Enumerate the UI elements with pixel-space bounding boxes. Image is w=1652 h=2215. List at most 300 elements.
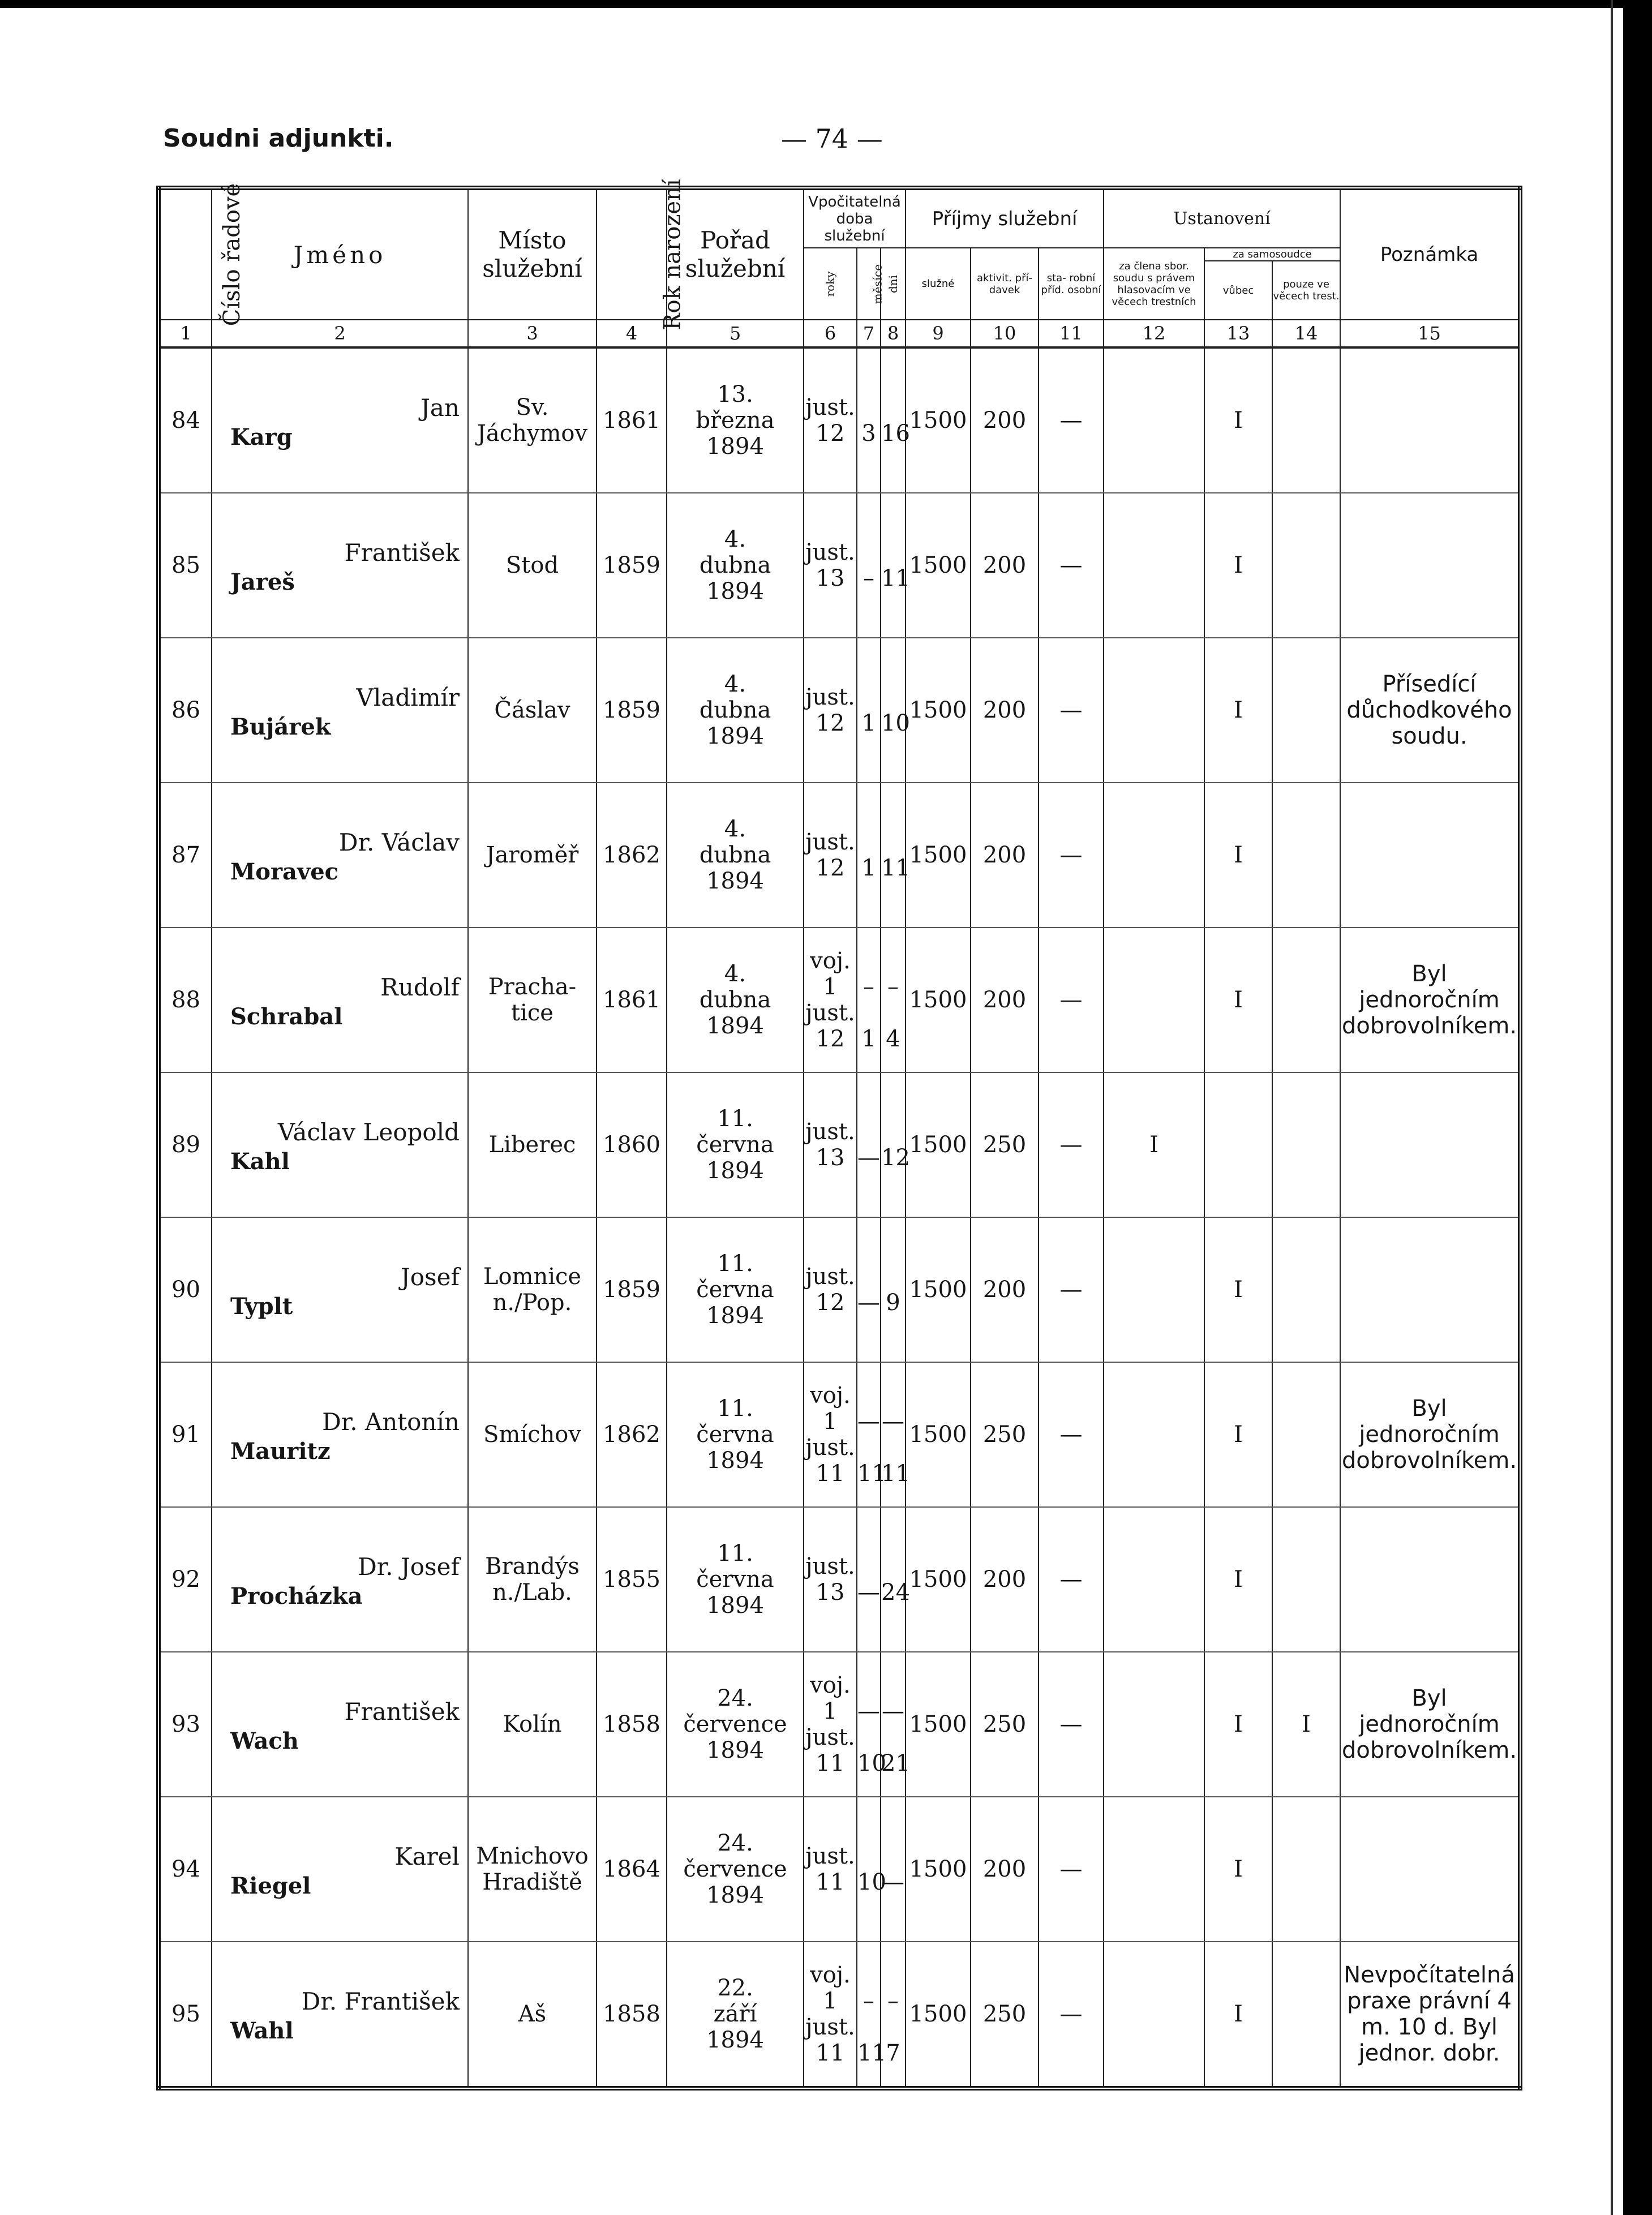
header-misto: Místo služební	[468, 188, 597, 320]
dni-line	[881, 1724, 905, 1750]
cell-mesice	[857, 347, 881, 493]
table-row	[158, 1072, 1520, 1217]
mesice-line	[857, 684, 880, 710]
misto-line: Lomnice	[483, 1264, 582, 1290]
mesice-line: —	[857, 1579, 880, 1606]
cell-dni	[881, 1072, 910, 1217]
mesice-line	[857, 1962, 880, 1988]
roky-line: 11	[816, 1461, 845, 1487]
cell-stabilni: —	[1039, 493, 1104, 638]
dni-line: —	[882, 1409, 904, 1435]
cell-pouze	[1272, 1942, 1340, 2088]
header-samosoudce: za samosoudce	[1204, 248, 1340, 261]
cell-pouze	[1272, 493, 1340, 638]
cell-porad	[667, 1652, 804, 1797]
header-porad: Pořad služební	[667, 188, 804, 320]
cell-no: 94	[158, 1797, 212, 1942]
cell-pouze	[1272, 638, 1340, 783]
personnel-table	[156, 179, 1522, 2090]
dni-line: 21	[881, 1750, 910, 1776]
dni-line	[881, 1553, 905, 1579]
cell-aktivit: 200	[971, 493, 1039, 638]
roky-line: just.	[805, 1000, 855, 1026]
cell-vubec: I	[1204, 1362, 1272, 1507]
cell-clen	[1104, 1942, 1204, 2088]
cell-vubec: I	[1204, 1652, 1272, 1797]
mesice-line	[857, 539, 880, 565]
porad-line: března	[696, 407, 775, 433]
column-number: 4	[597, 320, 667, 347]
cell-stabilni: —	[1039, 928, 1104, 1072]
cell-rok: 1861	[597, 347, 667, 493]
cell-dni	[881, 1362, 910, 1507]
cell-porad	[667, 347, 804, 493]
mesice-line: –	[863, 565, 874, 591]
cell-vubec: I	[1204, 783, 1272, 928]
roky-line: 12	[816, 855, 845, 881]
cell-rok: 1861	[597, 928, 667, 1072]
misto-line: Stod	[505, 552, 559, 578]
cell-rok: 1862	[597, 1362, 667, 1507]
roky-line: voj.	[810, 1962, 851, 1988]
cell-clen	[1104, 1797, 1204, 1942]
table-row	[158, 783, 1520, 928]
cell-pouze	[1272, 347, 1340, 493]
roky-line: voj.	[810, 1672, 851, 1698]
given-name: František	[344, 539, 460, 566]
misto-line: tice	[511, 1000, 553, 1026]
cell-note: Byl jednoročním dobrovolníkem.	[1340, 1652, 1520, 1797]
mesice-line	[857, 1383, 880, 1409]
cell-vubec: I	[1204, 347, 1272, 493]
mesice-line: 10	[857, 1750, 886, 1776]
header-rok: Rok narození	[597, 188, 667, 320]
misto-line: Kolín	[503, 1711, 562, 1737]
misto-line: Pracha-	[488, 974, 577, 1000]
cell-mesice	[857, 783, 881, 928]
roky-line: just.	[805, 829, 855, 855]
dni-line	[881, 684, 905, 710]
roky-line: 12	[816, 710, 845, 736]
table-row	[158, 347, 1520, 493]
roky-line: 1	[823, 1409, 838, 1435]
cell-roky	[804, 347, 857, 493]
cell-dni	[881, 493, 910, 638]
cell-rok: 1858	[597, 1652, 667, 1797]
cell-sluzne: 1500	[906, 638, 971, 783]
cell-aktivit: 200	[971, 1217, 1039, 1362]
misto-line: Sv.	[516, 394, 549, 420]
header-poznamka: Poznámka	[1340, 188, 1520, 320]
cell-dni	[881, 1507, 910, 1652]
roky-line: 13	[816, 1579, 845, 1606]
cell-mesice	[857, 1652, 886, 1797]
column-number: 12	[1104, 320, 1204, 347]
dni-line	[881, 1843, 905, 1869]
mesice-line: 1	[861, 1026, 876, 1052]
given-name: Jan	[420, 394, 460, 422]
cell-note	[1340, 783, 1520, 928]
cell-sluzne: 1500	[906, 1652, 971, 1797]
mesice-line: 11	[857, 2040, 886, 2066]
dni-line: 11	[881, 1461, 910, 1487]
cell-clen	[1104, 1507, 1204, 1652]
given-name: Karel	[394, 1843, 460, 1870]
dni-line: 10	[881, 710, 910, 736]
header-jmeno: Jméno	[212, 188, 468, 320]
dni-line: 24	[881, 1579, 910, 1606]
dni-line	[881, 1435, 905, 1461]
cell-note	[1340, 1507, 1520, 1652]
mesice-line	[857, 1264, 880, 1290]
header-ustanoveni: Ustanovení	[1104, 188, 1340, 248]
surname: Typlt	[230, 1293, 293, 1320]
surname: Riegel	[230, 1873, 311, 1899]
dni-line	[881, 1672, 905, 1698]
name-cell	[212, 1362, 468, 1507]
cell-note: Byl jednoročním dobrovolníkem.	[1340, 928, 1520, 1072]
mesice-line: —	[857, 1290, 880, 1316]
roky-line: 12	[816, 1026, 845, 1052]
mesice-line	[857, 2014, 880, 2040]
cell-misto	[468, 1507, 597, 1652]
cell-dni	[881, 1942, 906, 2088]
header-prijmy: Příjmy služební	[906, 188, 1104, 248]
given-name: Josef	[400, 1263, 460, 1291]
cell-porad	[667, 1217, 804, 1362]
porad-line: 22.	[717, 1975, 753, 2001]
cell-misto	[468, 638, 597, 783]
mesice-line	[857, 948, 880, 974]
mesice-line: —	[857, 1698, 880, 1724]
mesice-line	[857, 1843, 880, 1869]
cell-misto	[468, 928, 597, 1072]
porad-line: 1894	[706, 1013, 764, 1039]
cell-mesice	[857, 1507, 881, 1652]
table-row	[158, 1942, 1520, 2088]
cell-sluzne: 1500	[906, 1507, 971, 1652]
cell-stabilni: —	[1039, 1942, 1104, 2088]
dni-line: –	[887, 1988, 899, 2014]
cell-porad	[667, 1797, 804, 1942]
roky-line: 13	[816, 1145, 845, 1171]
mesice-line	[857, 829, 880, 855]
page-number: — 74 —	[781, 123, 883, 154]
header-sluzne: služné	[906, 248, 971, 320]
cell-vubec	[1204, 1072, 1272, 1217]
cell-dni	[881, 1652, 910, 1797]
cell-vubec: I	[1204, 1217, 1272, 1362]
cell-roky	[804, 928, 857, 1072]
cell-sluzne: 1500	[906, 1362, 971, 1507]
porad-line: července	[683, 1856, 787, 1882]
cell-clen	[1104, 928, 1204, 1072]
cell-no: 87	[158, 783, 212, 928]
cell-roky	[804, 493, 857, 638]
header-stabilni: sta- robní příd. osobní	[1039, 248, 1104, 320]
name-cell	[212, 928, 468, 1072]
cell-pouze	[1272, 1507, 1340, 1652]
mesice-line: 11	[857, 1461, 886, 1487]
misto-line: Liberec	[488, 1132, 576, 1158]
cell-roky	[804, 783, 857, 928]
dni-line	[881, 2014, 905, 2040]
porad-line: 1894	[706, 1882, 764, 1908]
cell-dni	[881, 347, 910, 493]
roky-line: 1	[823, 1698, 838, 1724]
porad-line: 1894	[706, 433, 764, 460]
porad-line: 13.	[717, 381, 753, 407]
roky-line: 11	[816, 1869, 845, 1895]
given-name: František	[344, 1698, 460, 1725]
cell-note	[1340, 1217, 1520, 1362]
cell-dni	[881, 1797, 906, 1942]
given-name: Václav Leopold	[277, 1118, 460, 1146]
roky-line: 13	[816, 565, 845, 591]
cell-stabilni: —	[1039, 1217, 1104, 1362]
cell-porad	[667, 1072, 804, 1217]
mesice-line	[857, 1435, 880, 1461]
cell-note	[1340, 1072, 1520, 1217]
cell-roky	[804, 1072, 857, 1217]
dni-line	[881, 829, 905, 855]
cell-aktivit: 200	[971, 783, 1039, 928]
cell-aktivit: 200	[971, 638, 1039, 783]
dni-line	[881, 948, 905, 974]
cell-no: 84	[158, 347, 212, 493]
scan-edge-line	[1611, 0, 1613, 2215]
surname: Moravec	[230, 858, 338, 885]
dni-line: 7	[886, 2040, 900, 2066]
cell-rok: 1858	[597, 1942, 667, 2088]
cell-porad	[667, 783, 804, 928]
misto-line: n./Pop.	[492, 1290, 572, 1316]
cell-misto	[468, 1652, 597, 1797]
misto-line: Mnichovo	[476, 1843, 589, 1869]
name-cell	[212, 1072, 468, 1217]
porad-line: 1894	[706, 578, 764, 604]
surname: Wach	[230, 1728, 299, 1754]
dni-line	[881, 1000, 905, 1026]
misto-line: Jáchymov	[477, 420, 588, 447]
column-number: 3	[468, 320, 597, 347]
cell-note: Přísedící důchodkového soudu.	[1340, 638, 1520, 783]
header-doba: Vpočitatelná doba služební	[804, 188, 906, 248]
cell-stabilni: —	[1039, 1362, 1104, 1507]
table-body	[158, 347, 1520, 2088]
cell-misto	[468, 1072, 597, 1217]
given-name: Dr. Antonín	[322, 1408, 460, 1436]
scan-edge-right	[1623, 0, 1652, 2215]
roky-line: 11	[816, 1750, 845, 1776]
table-row	[158, 493, 1520, 638]
porad-line: 1894	[706, 1737, 764, 1763]
header-clen: za člena sbor. soudu s právem hlasovacím ve věcech trestních	[1104, 248, 1204, 320]
mesice-line	[857, 1000, 880, 1026]
misto-line: Smíchov	[483, 1422, 581, 1448]
cell-misto	[468, 347, 597, 493]
cell-mesice	[857, 928, 881, 1072]
cell-sluzne: 1500	[906, 1072, 971, 1217]
roky-line: just.	[805, 1843, 855, 1869]
porad-line: dubna	[699, 987, 771, 1013]
porad-line: dubna	[699, 842, 771, 868]
surname: Wahl	[230, 2017, 294, 2044]
cell-pouze	[1272, 1362, 1340, 1507]
roky-line: voj.	[810, 1383, 851, 1409]
mesice-line: 1	[861, 710, 876, 736]
cell-note	[1340, 493, 1520, 638]
header-cislo: Číslo řadové	[158, 188, 212, 320]
cell-mesice	[857, 1217, 881, 1362]
table-row	[158, 928, 1520, 1072]
cell-aktivit: 200	[971, 928, 1039, 1072]
cell-roky	[804, 1362, 857, 1507]
cell-no: 95	[158, 1942, 212, 2088]
cell-sluzne: 1500	[906, 1942, 971, 2088]
porad-line: 1894	[706, 1303, 764, 1329]
cell-roky	[804, 1652, 857, 1797]
cell-sluzne: 1500	[906, 783, 971, 928]
cell-rok: 1855	[597, 1507, 667, 1652]
cell-aktivit: 200	[971, 1797, 1039, 1942]
header-vubec: vůbec	[1204, 261, 1272, 320]
porad-line: dubna	[699, 697, 771, 723]
roky-line: just.	[805, 1553, 855, 1579]
header-dni: dni	[881, 248, 906, 320]
column-number: 6	[804, 320, 857, 347]
misto-line: n./Lab.	[492, 1579, 572, 1606]
given-name: Dr. Josef	[358, 1553, 460, 1581]
dni-line	[881, 1383, 905, 1409]
porad-line: června	[696, 1422, 774, 1448]
cell-pouze	[1272, 1217, 1340, 1362]
column-number: 15	[1340, 320, 1520, 347]
porad-line: 24.	[717, 1830, 753, 1856]
header-pouze: pouze ve věcech trest.	[1272, 261, 1340, 320]
cell-aktivit: 250	[971, 1652, 1039, 1797]
cell-misto	[468, 1362, 597, 1507]
surname: Karg	[230, 424, 293, 450]
cell-mesice	[857, 1362, 886, 1507]
given-name: Dr. František	[301, 1988, 460, 2015]
cell-porad	[667, 493, 804, 638]
cell-misto	[468, 1797, 597, 1942]
cell-clen	[1104, 347, 1204, 493]
table-row	[158, 1797, 1520, 1942]
dni-line: –	[887, 974, 899, 1000]
porad-line: 11.	[717, 1396, 753, 1422]
porad-line: 1894	[706, 1592, 764, 1619]
mesice-line: —	[857, 1145, 880, 1171]
mesice-line	[857, 1553, 880, 1579]
cell-dni	[881, 783, 910, 928]
cell-pouze: I	[1272, 1652, 1340, 1797]
column-number: 8	[881, 320, 906, 347]
mesice-line: 10	[857, 1869, 886, 1895]
dni-line: 9	[886, 1290, 900, 1316]
surname: Bujárek	[230, 714, 331, 740]
cell-porad	[667, 1942, 804, 2088]
dni-line: 11	[881, 565, 910, 591]
cell-dni	[881, 638, 910, 783]
cell-sluzne: 1500	[906, 928, 971, 1072]
given-name: Vladimír	[356, 684, 460, 711]
column-number: 5	[667, 320, 804, 347]
dni-line: —	[882, 1698, 904, 1724]
cell-sluzne: 1500	[906, 493, 971, 638]
cell-note	[1340, 347, 1520, 493]
porad-line: června	[696, 1132, 774, 1158]
porad-line: 11.	[717, 1251, 753, 1277]
porad-line: 4.	[724, 816, 746, 842]
porad-line: 4.	[724, 671, 746, 697]
misto-line: Jaroměř	[486, 842, 579, 868]
cell-clen	[1104, 1362, 1204, 1507]
cell-no: 90	[158, 1217, 212, 1362]
cell-rok: 1862	[597, 783, 667, 928]
porad-line: dubna	[699, 552, 771, 578]
cell-stabilni: —	[1039, 783, 1104, 928]
cell-no: 86	[158, 638, 212, 783]
cell-stabilni: —	[1039, 1072, 1104, 1217]
porad-line: 11.	[717, 1106, 753, 1132]
roky-line: just.	[805, 1435, 855, 1461]
column-number: 14	[1272, 320, 1340, 347]
surname: Schrabal	[230, 1003, 343, 1030]
dni-line	[881, 1119, 905, 1145]
given-name: Rudolf	[380, 973, 460, 1001]
cell-mesice	[857, 1942, 886, 2088]
dni-line: 16	[881, 420, 910, 447]
header-roky: roky	[804, 248, 857, 320]
mesice-line: 1	[861, 855, 876, 881]
cell-no: 92	[158, 1507, 212, 1652]
porad-line: září	[713, 2001, 757, 2027]
column-number: 11	[1039, 320, 1104, 347]
misto-line: Aš	[518, 2001, 547, 2027]
mesice-line: —	[857, 1409, 880, 1435]
roky-line: 11	[816, 2040, 845, 2066]
cell-stabilni: —	[1039, 1652, 1104, 1797]
cell-stabilni: —	[1039, 638, 1104, 783]
mesice-line	[857, 1724, 880, 1750]
roky-line: 12	[816, 1290, 845, 1316]
cell-misto	[468, 1217, 597, 1362]
name-cell	[212, 1652, 468, 1797]
dni-line	[881, 1264, 905, 1290]
cell-no: 91	[158, 1362, 212, 1507]
column-number: 7	[857, 320, 881, 347]
cell-sluzne: 1500	[906, 1797, 971, 1942]
roky-line: 1	[823, 974, 838, 1000]
column-number: 2	[212, 320, 468, 347]
misto-line: Brandýs	[485, 1553, 580, 1579]
mesice-line: 3	[861, 420, 876, 447]
cell-clen	[1104, 783, 1204, 928]
cell-porad	[667, 928, 804, 1072]
cell-aktivit: 200	[971, 347, 1039, 493]
cell-sluzne: 1500	[906, 347, 971, 493]
cell-dni	[881, 928, 906, 1072]
cell-mesice	[857, 493, 881, 638]
name-cell	[212, 347, 468, 493]
table-row	[158, 1362, 1520, 1507]
cell-stabilni: —	[1039, 1797, 1104, 1942]
cell-dni	[881, 1217, 906, 1362]
cell-roky	[804, 638, 857, 783]
roky-line: just.	[805, 2014, 855, 2040]
